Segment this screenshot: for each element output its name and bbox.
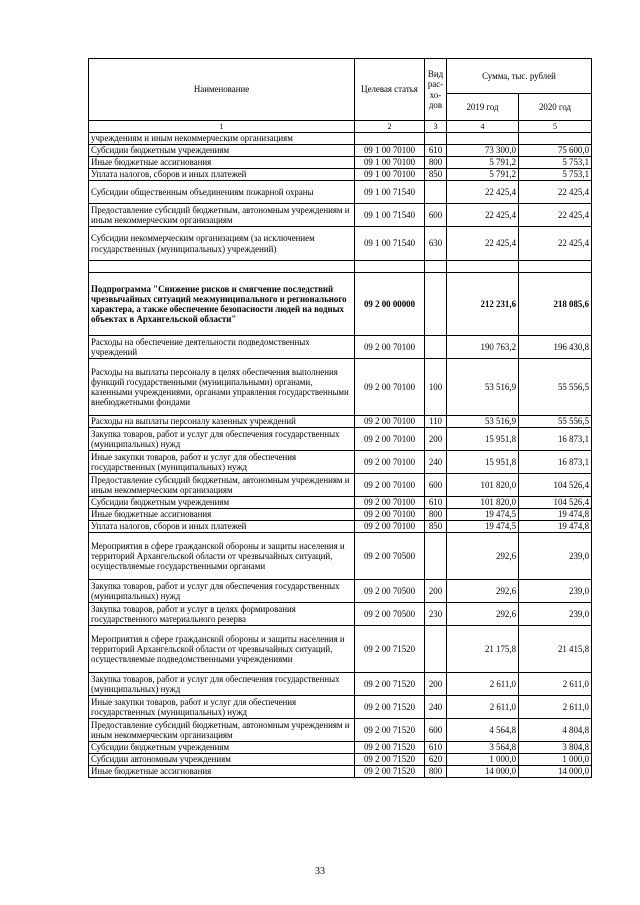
table-row xyxy=(89,673,592,696)
column-number: 4 xyxy=(447,121,519,133)
expense-type: 630 xyxy=(425,227,447,261)
amount-2020: 21 415,8 xyxy=(519,626,592,673)
table-row xyxy=(89,359,592,416)
table-row xyxy=(89,428,592,451)
table-row xyxy=(89,696,592,719)
amount-2020: 55 556,5 xyxy=(519,359,592,416)
item-name: Субсидии некоммерческим организациям (за исключением государственных (муниципальных) учреждений) xyxy=(89,227,355,261)
target-article: 09 2 00 71520 xyxy=(355,719,425,742)
amount-2019: 292,6 xyxy=(447,603,519,626)
amount-2019: 22 425,4 xyxy=(447,227,519,261)
item-name: Субсидии автономным учреждениям xyxy=(89,754,355,766)
target-article: 09 2 00 71520 xyxy=(355,766,425,778)
spacer-row xyxy=(89,261,592,273)
amount-2020: 19 474,8 xyxy=(519,509,592,521)
table-row xyxy=(89,181,592,204)
header-sum: Сумма, тыс. рублей xyxy=(447,59,592,94)
amount-2020 xyxy=(519,133,592,145)
expense-type: 600 xyxy=(425,204,447,227)
target-article: 09 2 00 00000 xyxy=(355,273,425,336)
amount-2019: 1 000,0 xyxy=(447,754,519,766)
amount-2020 xyxy=(519,261,592,273)
target-article: 09 1 00 70100 xyxy=(355,145,425,157)
amount-2019: 21 175,8 xyxy=(447,626,519,673)
amount-2020: 75 600,0 xyxy=(519,145,592,157)
item-name: Субсидии бюджетным учреждениям xyxy=(89,497,355,509)
target-article: 09 2 00 70100 xyxy=(355,497,425,509)
expense-type: 200 xyxy=(425,580,447,603)
target-article: 09 1 00 70100 xyxy=(355,169,425,181)
item-name: Закупка товаров, работ и услуг для обеспечения государственных (муниципальных) нужд xyxy=(89,673,355,696)
table-row xyxy=(89,766,592,778)
amount-2019: 22 425,4 xyxy=(447,181,519,204)
item-name: учреждениям и иным некоммерческим организациям xyxy=(89,133,355,145)
amount-2020: 239,0 xyxy=(519,533,592,580)
target-article: 09 2 00 70100 xyxy=(355,451,425,474)
target-article: 09 1 00 71540 xyxy=(355,204,425,227)
column-number: 2 xyxy=(355,121,425,133)
target-article: 09 2 00 70500 xyxy=(355,580,425,603)
amount-2019: 292,6 xyxy=(447,533,519,580)
table-row xyxy=(89,626,592,673)
amount-2019: 4 564,8 xyxy=(447,719,519,742)
amount-2019: 53 516,9 xyxy=(447,416,519,428)
table-row xyxy=(89,509,592,521)
item-name: Субсидии бюджетным учреждениям xyxy=(89,145,355,157)
amount-2020: 239,0 xyxy=(519,603,592,626)
amount-2019: 14 000,0 xyxy=(447,766,519,778)
amount-2019: 19 474,5 xyxy=(447,521,519,533)
amount-2019: 2 611,0 xyxy=(447,696,519,719)
table-row xyxy=(89,719,592,742)
header-row xyxy=(89,59,592,94)
item-name: Закупка товаров, работ и услуг в целях формирования государственного материального резерва xyxy=(89,603,355,626)
table-row xyxy=(89,273,592,336)
expense-type: 240 xyxy=(425,451,447,474)
target-article: 09 2 00 71520 xyxy=(355,754,425,766)
item-name: Расходы на выплаты персоналу казенных учреждений xyxy=(89,416,355,428)
amount-2019: 19 474,5 xyxy=(447,509,519,521)
expense-type: 100 xyxy=(425,359,447,416)
target-article: 09 2 00 70500 xyxy=(355,533,425,580)
amount-2019: 101 820,0 xyxy=(447,474,519,497)
amount-2020: 5 753,1 xyxy=(519,157,592,169)
table-row xyxy=(89,145,592,157)
expense-type: 110 xyxy=(425,416,447,428)
amount-2019: 5 791,2 xyxy=(447,157,519,169)
target-article xyxy=(355,133,425,145)
target-article: 09 2 00 70100 xyxy=(355,521,425,533)
item-name: Уплата налогов, сборов и иных платежей xyxy=(89,521,355,533)
amount-2020: 22 425,4 xyxy=(519,204,592,227)
amount-2019: 3 564,8 xyxy=(447,742,519,754)
item-name: Предоставление субсидий бюджетным, автономным учреждениям и иным некоммерческим организациям xyxy=(89,474,355,497)
page-number: 33 xyxy=(315,866,325,877)
target-article: 09 2 00 70100 xyxy=(355,428,425,451)
expense-type xyxy=(425,133,447,145)
amount-2019: 292,6 xyxy=(447,580,519,603)
table-row xyxy=(89,603,592,626)
item-name: Иные закупки товаров, работ и услуг для обеспечения государственных (муниципальных) нужд xyxy=(89,696,355,719)
amount-2020: 14 000,0 xyxy=(519,766,592,778)
target-article: 09 2 00 71520 xyxy=(355,696,425,719)
expense-type: 610 xyxy=(425,145,447,157)
expense-type: 850 xyxy=(425,521,447,533)
expense-type xyxy=(425,626,447,673)
target-article: 09 2 00 70500 xyxy=(355,603,425,626)
amount-2020: 16 873,1 xyxy=(519,451,592,474)
amount-2019: 190 763,2 xyxy=(447,336,519,359)
item-name: Мероприятия в сфере гражданской обороны и защиты населения и территорий Архангельской области от чрезвычайных ситуаций, осуществляемые подведомственными учреждениями xyxy=(89,626,355,673)
budget-table xyxy=(88,58,592,778)
amount-2020: 5 753,1 xyxy=(519,169,592,181)
expense-type: 600 xyxy=(425,474,447,497)
item-name: Субсидии общественным объединениям пожарной охраны xyxy=(89,181,355,204)
amount-2019: 15 951,8 xyxy=(447,428,519,451)
amount-2019: 5 791,2 xyxy=(447,169,519,181)
target-article: 09 2 00 70100 xyxy=(355,509,425,521)
header-year-2019: 2019 год xyxy=(447,94,519,121)
item-name: Иные закупки товаров, работ и услуг для обеспечения государственных (муниципальных) нужд xyxy=(89,451,355,474)
amount-2019 xyxy=(447,133,519,145)
amount-2020: 104 526,4 xyxy=(519,474,592,497)
expense-type: 240 xyxy=(425,696,447,719)
table-row xyxy=(89,133,592,145)
header-vid: Вид рас-хо-дов xyxy=(425,59,447,121)
table-row xyxy=(89,451,592,474)
item-name: Расходы на обеспечение деятельности подведомственных учреждений xyxy=(89,336,355,359)
header-name: Наименование xyxy=(89,59,355,121)
amount-2019: 22 425,4 xyxy=(447,204,519,227)
item-name: Иные бюджетные ассигнования xyxy=(89,509,355,521)
target-article: 09 2 00 70100 xyxy=(355,416,425,428)
table-row xyxy=(89,416,592,428)
expense-type: 610 xyxy=(425,742,447,754)
amount-2019: 101 820,0 xyxy=(447,497,519,509)
amount-2019: 2 611,0 xyxy=(447,673,519,696)
expense-type: 800 xyxy=(425,157,447,169)
amount-2019: 212 231,6 xyxy=(447,273,519,336)
amount-2020: 104 526,4 xyxy=(519,497,592,509)
item-name: Иные бюджетные ассигнования xyxy=(89,766,355,778)
amount-2020: 4 804,8 xyxy=(519,719,592,742)
expense-type: 800 xyxy=(425,509,447,521)
amount-2019: 73 300,0 xyxy=(447,145,519,157)
amount-2020: 19 474,8 xyxy=(519,521,592,533)
amount-2020: 1 000,0 xyxy=(519,754,592,766)
table-row xyxy=(89,157,592,169)
table-body xyxy=(89,133,592,778)
column-number: 1 xyxy=(89,121,355,133)
amount-2019 xyxy=(447,261,519,273)
table-row xyxy=(89,533,592,580)
target-article: 09 1 00 70100 xyxy=(355,157,425,169)
amount-2020: 2 611,0 xyxy=(519,696,592,719)
expense-type: 200 xyxy=(425,428,447,451)
expense-type xyxy=(425,273,447,336)
item-name: Иные бюджетные ассигнования xyxy=(89,157,355,169)
amount-2020: 16 873,1 xyxy=(519,428,592,451)
table-row xyxy=(89,169,592,181)
amount-2019: 53 516,9 xyxy=(447,359,519,416)
amount-2020: 22 425,4 xyxy=(519,181,592,204)
amount-2020: 196 430,8 xyxy=(519,336,592,359)
expense-type: 620 xyxy=(425,754,447,766)
item-name: Закупка товаров, работ и услуг для обеспечения государственных (муниципальных) нужд xyxy=(89,580,355,603)
target-article: 09 1 00 71540 xyxy=(355,227,425,261)
amount-2020: 218 085,6 xyxy=(519,273,592,336)
target-article: 09 2 00 70100 xyxy=(355,359,425,416)
expense-type: 610 xyxy=(425,497,447,509)
item-name: Подпрограмма "Снижение рисков и смягчение последствий чрезвычайных ситуаций межмуниципального и регионального характера, а также обеспечение безопасности людей на водных объектах в Архангельской области" xyxy=(89,273,355,336)
table-row xyxy=(89,227,592,261)
amount-2019: 15 951,8 xyxy=(447,451,519,474)
target-article xyxy=(355,261,425,273)
item-name: Субсидии бюджетным учреждениям xyxy=(89,742,355,754)
item-name: Предоставление субсидий бюджетным, автономным учреждениям и иным некоммерческим организациям xyxy=(89,719,355,742)
table-row xyxy=(89,497,592,509)
item-name xyxy=(89,261,355,273)
amount-2020: 55 556,5 xyxy=(519,416,592,428)
header-target: Целевая статья xyxy=(355,59,425,121)
item-name: Уплата налогов, сборов и иных платежей xyxy=(89,169,355,181)
target-article: 09 2 00 70100 xyxy=(355,336,425,359)
column-number: 5 xyxy=(519,121,592,133)
expense-type: 800 xyxy=(425,766,447,778)
expense-type xyxy=(425,336,447,359)
table-row xyxy=(89,204,592,227)
amount-2020: 3 804,8 xyxy=(519,742,592,754)
expense-type: 230 xyxy=(425,603,447,626)
item-name: Закупка товаров, работ и услуг для обеспечения государственных (муниципальных) нужд xyxy=(89,428,355,451)
target-article: 09 2 00 71520 xyxy=(355,673,425,696)
table-row xyxy=(89,474,592,497)
expense-type xyxy=(425,181,447,204)
table-row xyxy=(89,580,592,603)
target-article: 09 1 00 71540 xyxy=(355,181,425,204)
table-row xyxy=(89,754,592,766)
amount-2020: 22 425,4 xyxy=(519,227,592,261)
amount-2020: 2 611,0 xyxy=(519,673,592,696)
target-article: 09 2 00 71520 xyxy=(355,742,425,754)
expense-type: 600 xyxy=(425,719,447,742)
amount-2020: 239,0 xyxy=(519,580,592,603)
expense-type xyxy=(425,533,447,580)
expense-type: 200 xyxy=(425,673,447,696)
column-number-row xyxy=(89,121,592,133)
item-name: Мероприятия в сфере гражданской обороны и защиты населения и территорий Архангельской области от чрезвычайных ситуаций, осуществляемые государственными органами xyxy=(89,533,355,580)
table-row xyxy=(89,742,592,754)
header-year-2020: 2020 год xyxy=(519,94,592,121)
item-name: Предоставление субсидий бюджетным, автономным учреждениям и иным некоммерческим организациям xyxy=(89,204,355,227)
column-number: 3 xyxy=(425,121,447,133)
table-row xyxy=(89,336,592,359)
expense-type xyxy=(425,261,447,273)
expense-type: 850 xyxy=(425,169,447,181)
target-article: 09 2 00 71520 xyxy=(355,626,425,673)
item-name: Расходы на выплаты персоналу в целях обеспечения выполнения функций государственными (муниципальными) органами, казенными учреждениями, органами управления государственными внебюджетными фондами xyxy=(89,359,355,416)
target-article: 09 2 00 70100 xyxy=(355,474,425,497)
table-row xyxy=(89,521,592,533)
